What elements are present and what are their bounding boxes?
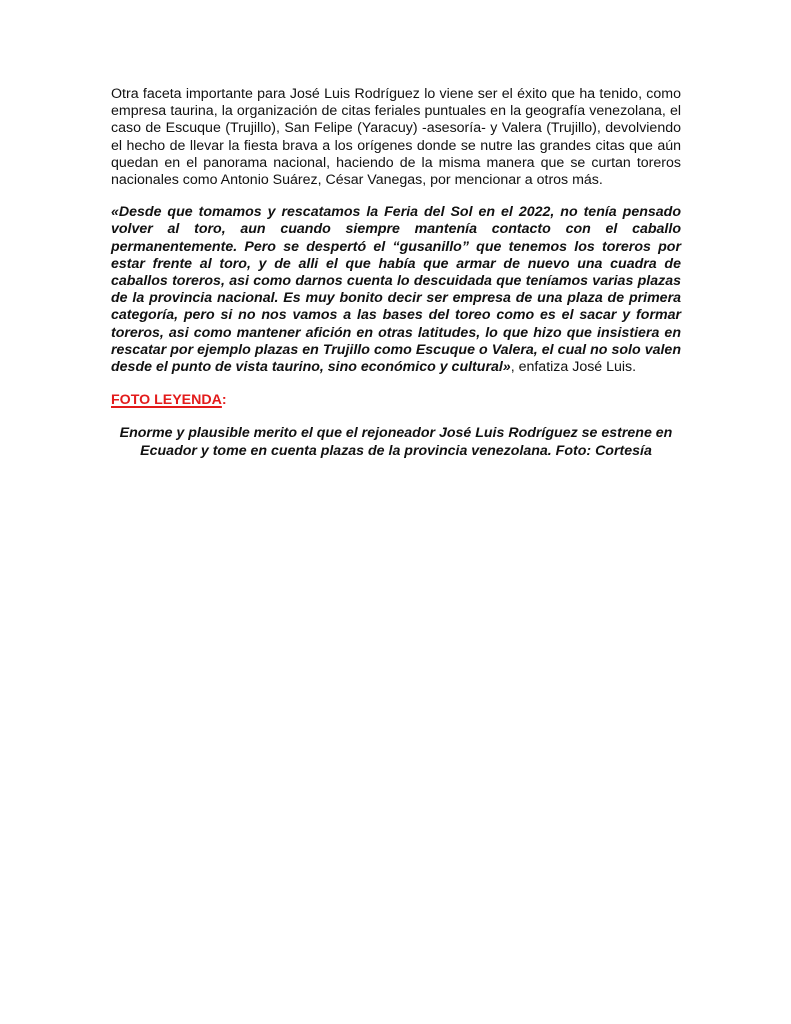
- body-paragraph: Otra faceta importante para José Luis Rodríguez lo viene ser el éxito que ha tenido, como empresa taurina, la organización de citas feriales puntuales en la geografía venezolana, el caso de Escuque (Trujillo), San Felipe (Yaracuy) -asesoría- y Valera (Trujillo), devolviendo el hecho de llevar la fiesta brava a los orígenes donde se nutre las grandes citas que aún quedan en el panorama nacional, haciendo de la misma manera que se curtan toreros nacionales como Antonio Suárez, César Vanegas, por mencionar a otros más.: [111, 86, 681, 189]
- quote-paragraph: [111, 204, 681, 376]
- quote-attribution: , enfatiza José Luis.: [510, 359, 637, 376]
- document-page: [111, 86, 681, 474]
- photo-caption: Enorme y plausible merito el que el rejoneador José Luis Rodríguez se estrene en Ecuador y tome en cuenta plazas de la provincia venezolana. Foto: Cortesía: [119, 425, 673, 459]
- caption-heading: [111, 392, 681, 409]
- quote-text: «Desde que tomamos y rescatamos la Feria del Sol en el 2022, no tenía pensado volver al toro, aun cuando siempre mantenía contacto con el caballo permanentemente. Pero se despertó el “gusanillo” que tenemos los toreros por estar frente al toro, y de alli el que había que armar de nuevo una cuadra de caballos toreros, asi como darnos cuenta lo descuidada que teníamos varias plazas de la provincia nacional. Es muy bonito decir ser empresa de una plaza de primera categoría, pero si no nos vamos a las bases del toreo como es el sacar y formar toreros, asi como mantener afición en otras latitudes, lo que hizo que insistiera en rescatar por ejemplo plazas en Trujillo como Escuque o Valera, el cual no solo valen desde el punto de vista taurino, sino económico y cultural»: [111, 204, 681, 376]
- caption-label: FOTO LEYENDA: [111, 392, 222, 409]
- caption-colon: :: [221, 392, 227, 409]
